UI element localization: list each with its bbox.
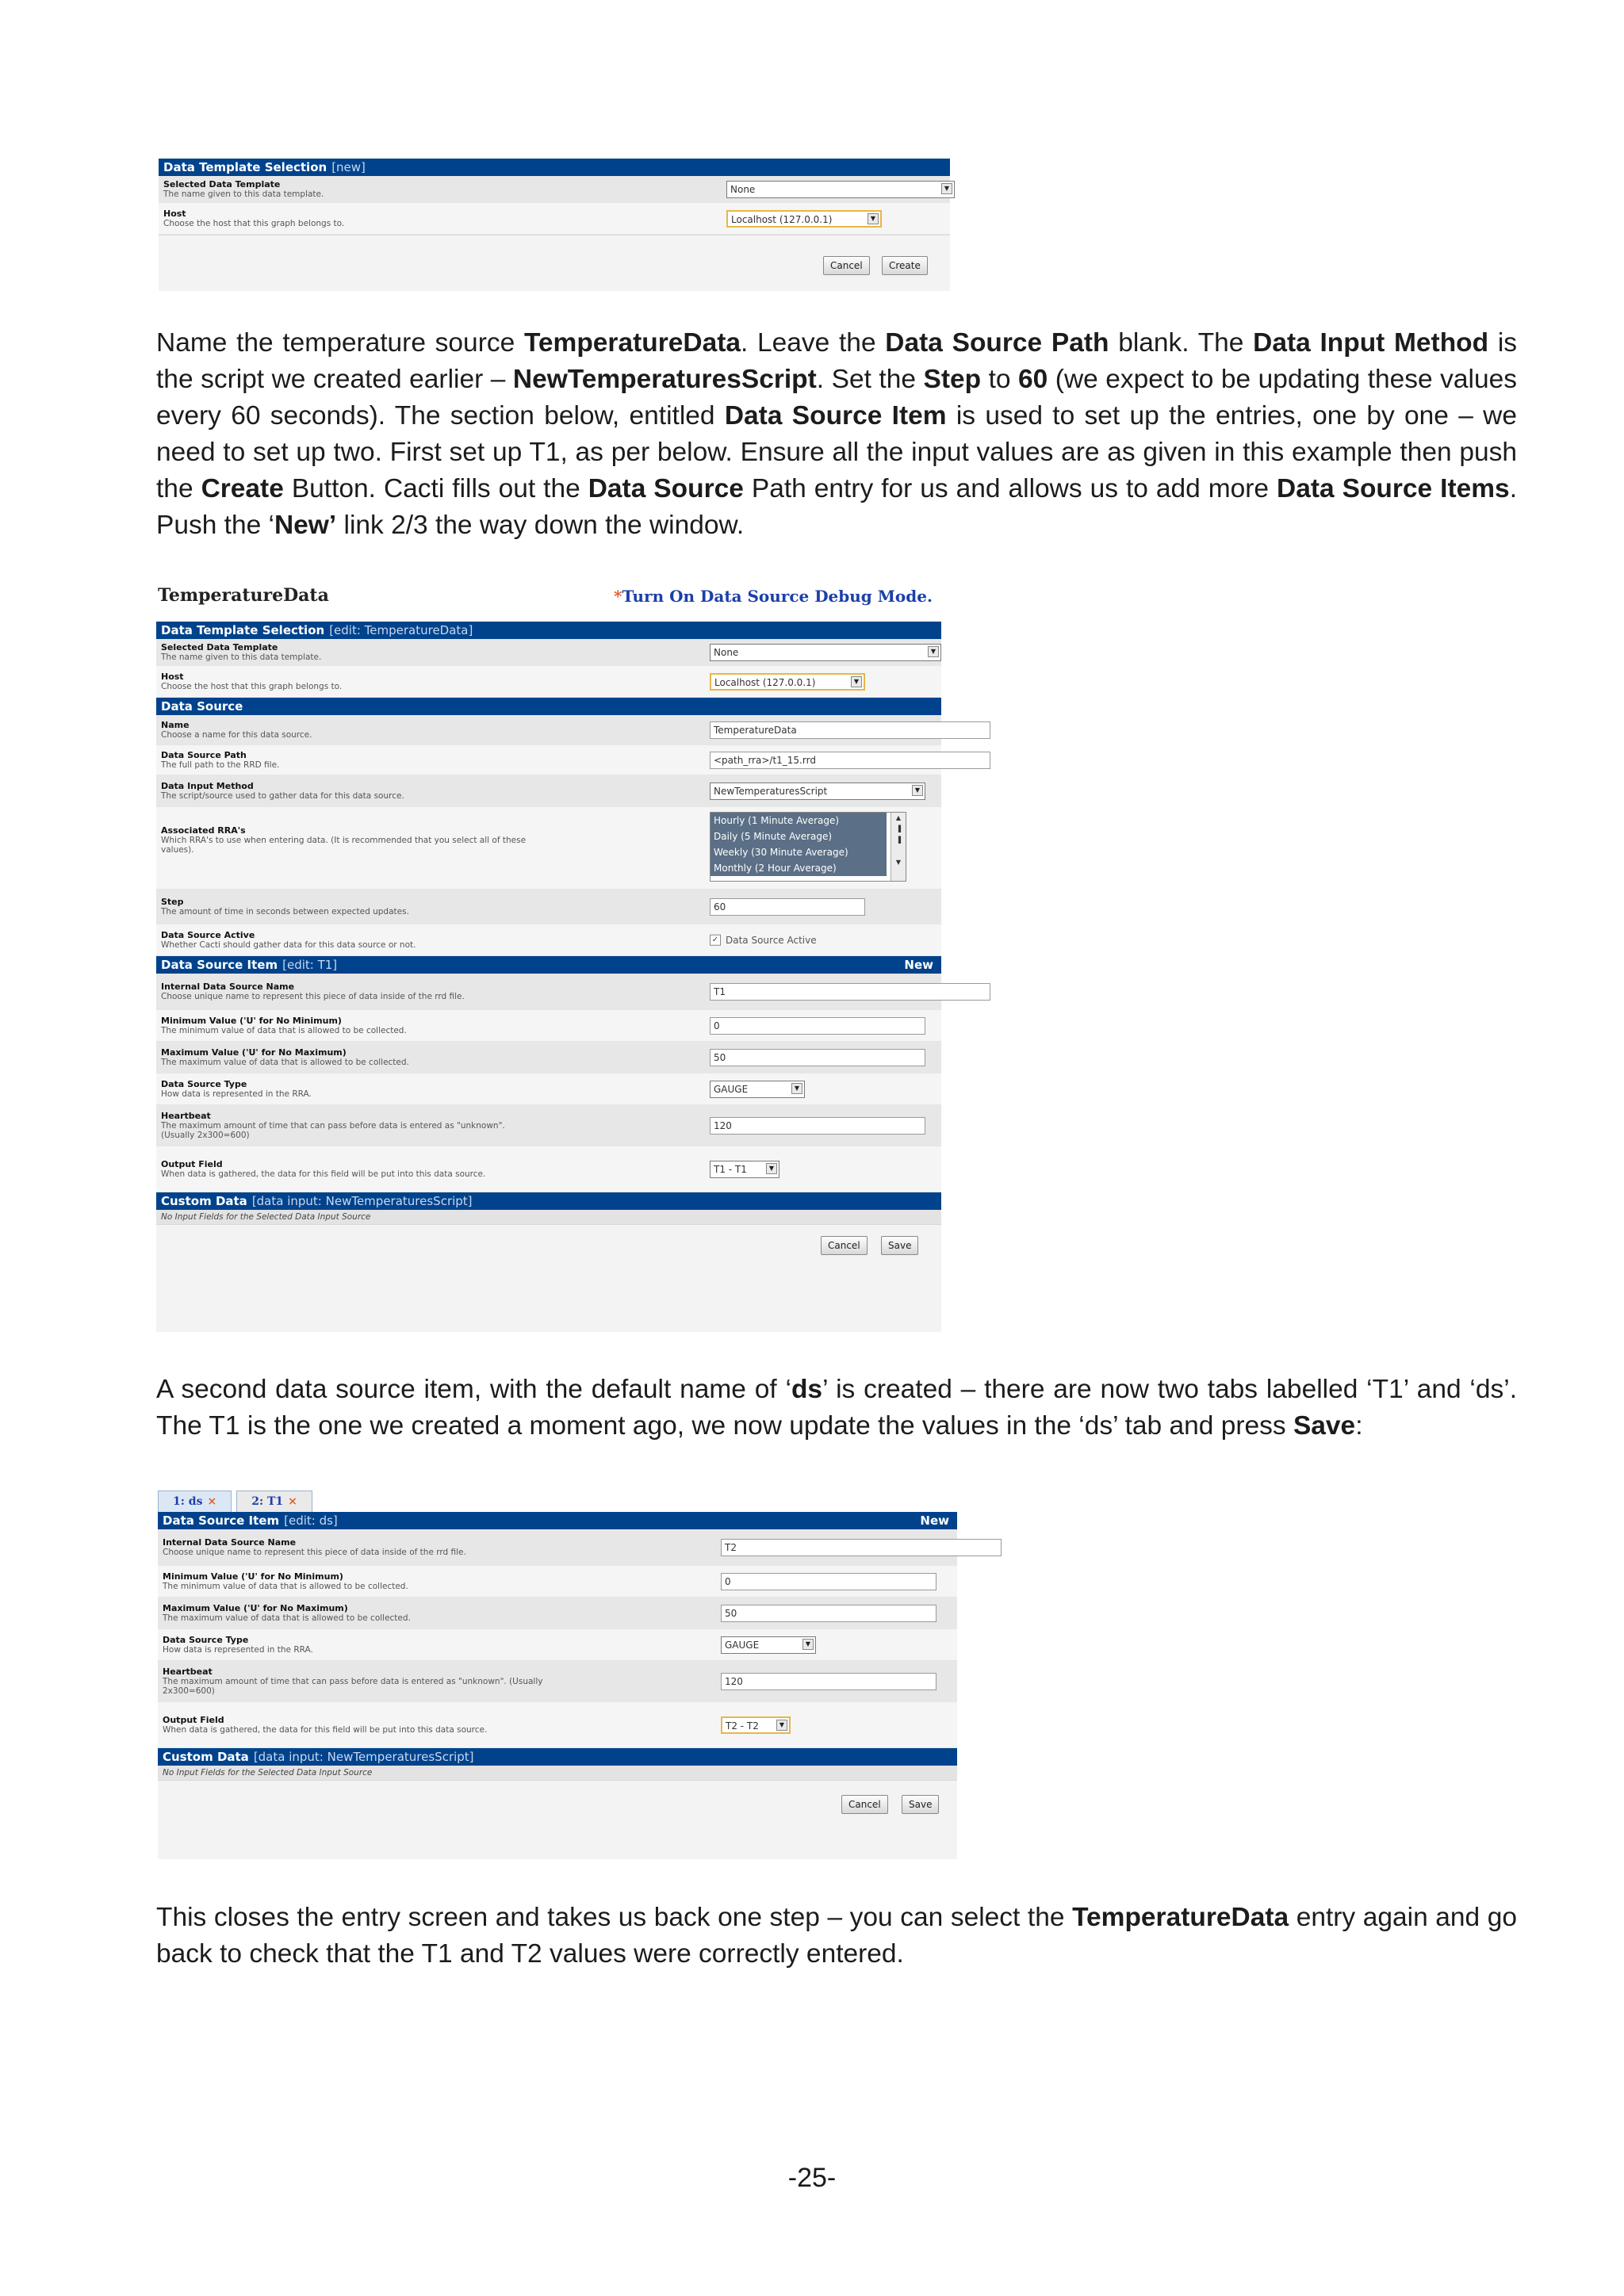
chevron-down-icon: ▼ <box>791 1083 802 1094</box>
chevron-down-icon: ▼ <box>766 1163 777 1174</box>
instructions-paragraph-2: A second data source item, with the default name of ‘ds’ is created – there are now two tabs labelled ‘T1’ and ‘ds’. The T1 is the one we created a moment ago, we now update the values in the ‘ds’ tab and press Save: <box>156 1375 1517 1441</box>
heartbeat-input[interactable]: 120 <box>710 1117 925 1135</box>
data-source-type-select[interactable]: GAUGE ▼ <box>710 1081 805 1098</box>
section-header: Data Template Selection [edit: TemperatureData] <box>156 622 941 639</box>
output-field-select[interactable]: T1 - T1 ▼ <box>710 1161 779 1178</box>
heartbeat-input[interactable]: 120 <box>721 1673 936 1690</box>
data-source-type-select[interactable]: GAUGE ▼ <box>721 1636 816 1654</box>
minimum-value-row: Minimum Value ('U' for No Minimum) The minimum value of data that is allowed to be collected. 0 <box>158 1566 957 1598</box>
maximum-value-input[interactable]: 50 <box>710 1049 925 1066</box>
data-input-method-select[interactable]: NewTemperaturesScript ▼ <box>710 783 925 800</box>
host-select[interactable]: Localhost (127.0.0.1) ▼ <box>726 210 882 228</box>
heartbeat-row: Heartbeat The maximum amount of time that can pass before data is entered as "unknown". (Usually 2x300=600) 120 <box>156 1105 941 1146</box>
instructions-paragraph-3: This closes the entry screen and takes us back one step – you can select the TemperatureData entry again and go back to check that the T1 and T2 values were correctly entered. <box>156 1903 1518 1969</box>
rra-option[interactable]: Daily (5 Minute Average) <box>710 828 887 844</box>
checkmark-icon: ✓ <box>710 935 721 946</box>
internal-name-input[interactable]: T1 <box>710 983 990 1001</box>
new-link[interactable]: New <box>904 958 933 972</box>
custom-data-note: No Input Fields for the Selected Data Input Source <box>156 1210 941 1224</box>
data-template-select[interactable]: None ▼ <box>710 644 941 661</box>
chevron-down-icon: ▼ <box>912 785 923 796</box>
tab-t1[interactable]: 2: T1 × <box>236 1490 312 1512</box>
chevron-down-icon: ▼ <box>776 1720 787 1731</box>
data-source-type-row: Data Source Type How data is represented in the RRA. GAUGE ▼ <box>156 1073 941 1105</box>
new-link[interactable]: New <box>920 1513 949 1528</box>
save-button[interactable]: Save <box>881 1236 918 1255</box>
chevron-down-icon: ▼ <box>868 213 879 224</box>
step-input[interactable]: 60 <box>710 898 865 916</box>
maximum-value-input[interactable]: 50 <box>721 1605 936 1622</box>
chevron-down-icon: ▼ <box>802 1639 814 1650</box>
rra-option[interactable]: Weekly (30 Minute Average) <box>710 844 887 860</box>
internal-name-input[interactable]: T2 <box>721 1539 1002 1556</box>
data-source-path-input[interactable]: <path_rra>/t1_15.rrd <box>710 752 990 769</box>
listbox-scrollbar[interactable]: ▲ ▐ ▐ ▼ <box>891 813 906 881</box>
data-template-selection-panel <box>159 159 950 290</box>
maximum-value-row: Maximum Value ('U' for No Maximum) The maximum value of data that is allowed to be collected. 50 <box>158 1598 957 1629</box>
data-input-method-row: Data Input Method The script/source used to gather data for this data source. NewTemperaturesScript ▼ <box>156 775 941 807</box>
host-select[interactable]: Localhost (127.0.0.1) ▼ <box>710 673 865 691</box>
chevron-down-icon: ▼ <box>941 183 952 194</box>
name-row: Name Choose a name for this data source. TemperatureData <box>156 715 941 745</box>
rra-option[interactable]: Monthly (2 Hour Average) <box>710 860 887 876</box>
rra-listbox[interactable] <box>710 812 906 882</box>
cancel-button[interactable]: Cancel <box>823 256 870 275</box>
internal-name-row: Internal Data Source Name Choose unique name to represent this piece of data inside of the rrd file. T1 <box>156 974 941 1010</box>
selected-data-template-row: Selected Data Template The name given to this data template. None ▼ <box>156 639 941 666</box>
page-number: -25- <box>787 2163 837 2193</box>
output-field-row: Output Field When data is gathered, the data for this field will be put into this data source. T1 - T1 ▼ <box>156 1146 941 1192</box>
data-template-select[interactable]: None ▼ <box>726 181 955 198</box>
chevron-down-icon: ▼ <box>928 646 939 657</box>
minimum-value-input[interactable]: 0 <box>721 1573 936 1590</box>
instructions-paragraph-1: Name the temperature source TemperatureData. Leave the Data Source Path blank. The Data Input Method is the script we created earlier – NewTemperaturesScript. Set the Step to 60 (we expect to be updating these values every 60 seconds). The section below, entitled Data Source Item is used to set up the entries, one by one – we need to set up two. First set up T1, as per below. Ensure all the input values are as given in this example then push the Create Button. Cacti fills out the Data Source Path entry for us and allows us to add more Data Source Items. Push the ‘New’ link 2/3 the way down the window. <box>156 328 1518 540</box>
section-header: Data Source Item [edit: ds] New <box>158 1512 957 1529</box>
save-button[interactable]: Save <box>902 1795 939 1814</box>
minimum-value-input[interactable]: 0 <box>710 1017 925 1035</box>
page-title: TemperatureData <box>158 585 329 606</box>
section-header: Data Source <box>156 698 941 715</box>
section-header: Data Source Item [edit: T1] New <box>156 956 941 974</box>
form-footer <box>158 1780 957 1825</box>
cancel-button[interactable]: Cancel <box>821 1236 868 1255</box>
data-source-path-row: Data Source Path The full path to the RRD file. <path_rra>/t1_15.rrd <box>156 745 941 775</box>
data-source-active-row: Data Source Active Whether Cacti should gather data for this data source or not. ✓ Data Source Active <box>156 924 941 956</box>
output-field-select[interactable]: T2 - T2 ▼ <box>721 1716 791 1734</box>
form-footer <box>156 1224 941 1266</box>
selected-data-template-row: Selected Data Template The name given to this data template. None ▼ <box>159 176 950 203</box>
data-source-edit-panel <box>156 622 941 1332</box>
heartbeat-row: Heartbeat The maximum amount of time that can pass before data is entered as "unknown". (Usually 2x300=600) 120 <box>158 1661 957 1702</box>
section-header: Data Template Selection [new] <box>159 159 950 176</box>
data-source-type-row: Data Source Type How data is represented in the RRA. GAUGE ▼ <box>158 1629 957 1661</box>
close-icon[interactable]: × <box>207 1495 217 1508</box>
rra-option[interactable]: Hourly (1 Minute Average) <box>710 813 887 828</box>
step-row: Step The amount of time in seconds between expected updates. 60 <box>156 890 941 924</box>
section-header: Custom Data [data input: NewTemperaturesScript] <box>156 1192 941 1210</box>
data-source-active-checkbox[interactable]: ✓ Data Source Active <box>710 934 817 946</box>
output-field-row: Output Field When data is gathered, the data for this field will be put into this data source. T2 - T2 ▼ <box>158 1702 957 1748</box>
cancel-button[interactable]: Cancel <box>841 1795 888 1814</box>
close-icon[interactable]: × <box>288 1495 297 1508</box>
custom-data-note: No Input Fields for the Selected Data Input Source <box>158 1766 957 1780</box>
data-source-item-panel <box>158 1512 957 1859</box>
tab-ds[interactable]: 1: ds × <box>158 1490 232 1512</box>
associated-rras-row: Associated RRA's Which RRA's to use when entering data. (It is recommended that you select all of these values). Hourly (1 Minute Average) Daily (5 Minute Average) Weekly (30 Minute Average) Monthly (2 Hour Average) ▲ ▐ ▐ ▼ <box>156 807 941 890</box>
name-input[interactable]: TemperatureData <box>710 721 990 739</box>
maximum-value-row: Maximum Value ('U' for No Maximum) The maximum value of data that is allowed to be collected. 50 <box>156 1042 941 1073</box>
create-button[interactable]: Create <box>882 256 928 275</box>
item-tabs <box>158 1490 312 1512</box>
section-header: Custom Data [data input: NewTemperaturesScript] <box>158 1748 957 1766</box>
form-footer <box>159 235 950 291</box>
internal-name-row: Internal Data Source Name Choose unique name to represent this piece of data inside of the rrd file. T2 <box>158 1529 957 1566</box>
chevron-down-icon: ▼ <box>851 676 862 687</box>
host-row: Host Choose the host that this graph belongs to. Localhost (127.0.0.1) ▼ <box>156 666 941 698</box>
minimum-value-row: Minimum Value ('U' for No Minimum) The minimum value of data that is allowed to be collected. 0 <box>156 1010 941 1042</box>
host-row: Host Choose the host that this graph belongs to. Localhost (127.0.0.1) ▼ <box>159 203 950 235</box>
debug-mode-link[interactable]: *Turn On Data Source Debug Mode. <box>614 587 933 606</box>
